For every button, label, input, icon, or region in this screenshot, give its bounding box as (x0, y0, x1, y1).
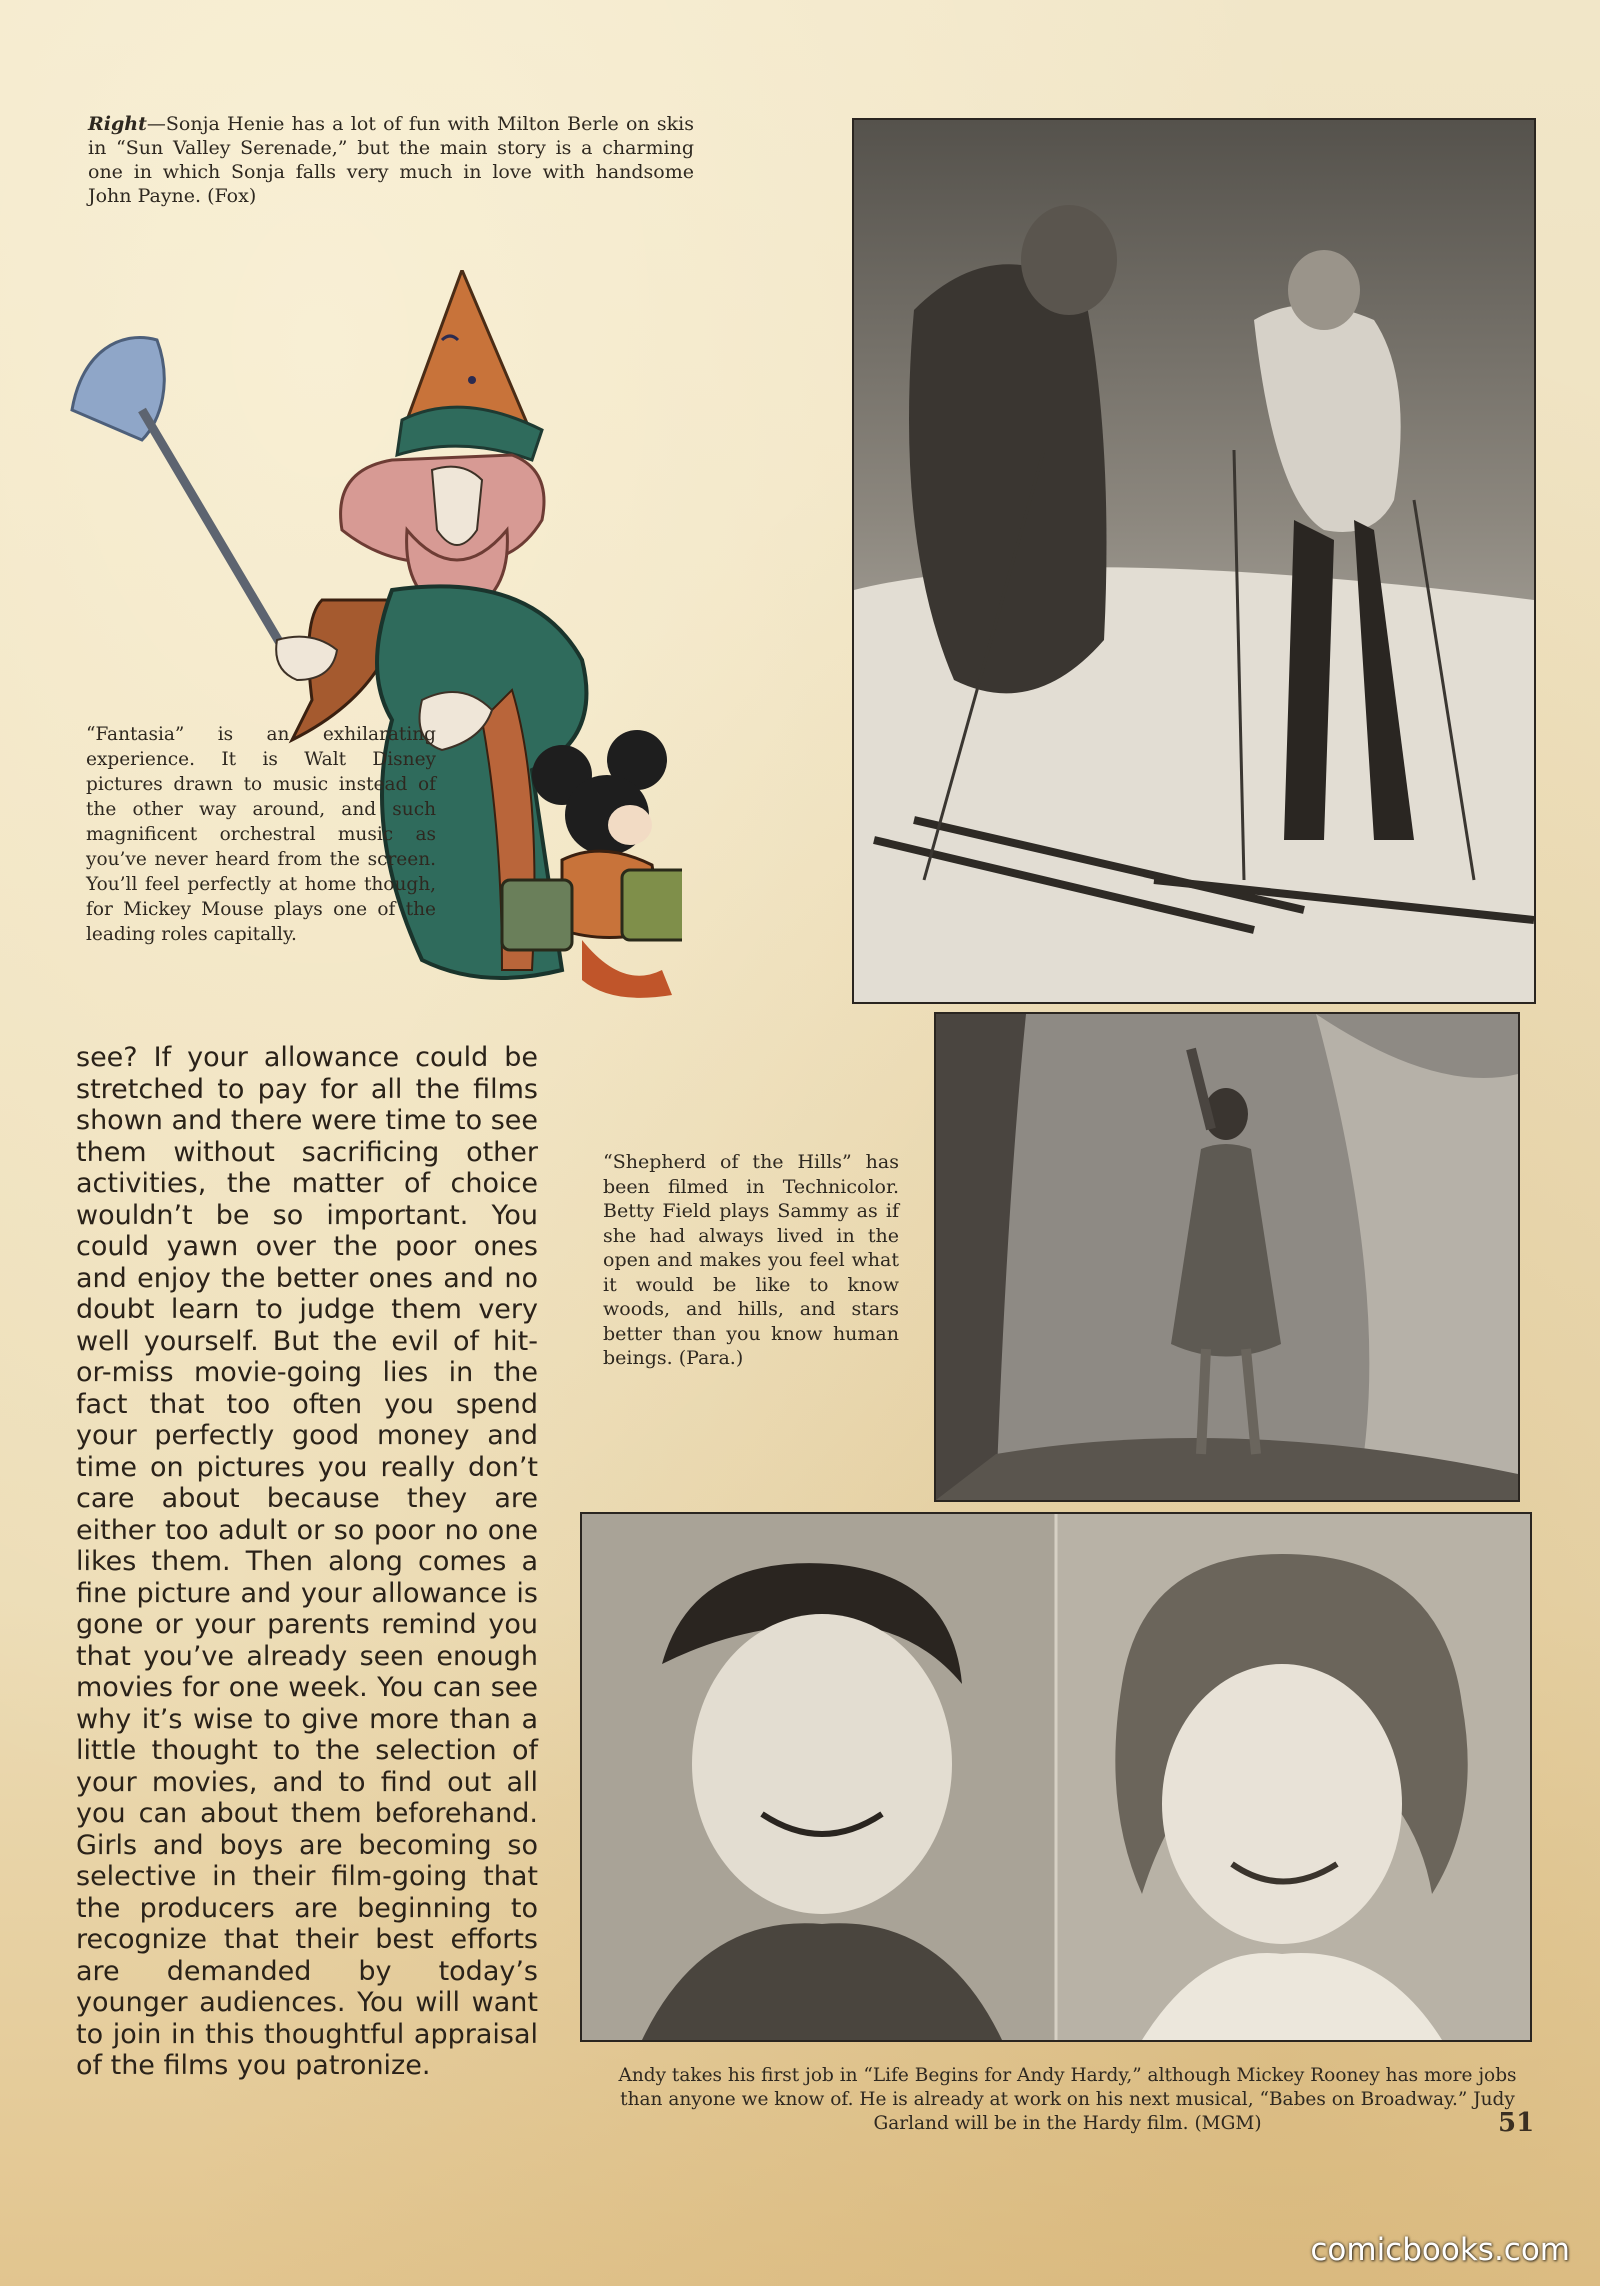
watermark: comicbooks.com (1310, 2232, 1570, 2268)
caption-andy-hardy: Andy takes his first job in “Life Begins for Andy Hardy,” although Mickey Rooney has more jobs than anyone we know of. He is already at work on his next musical, “Babes on Broadway.” Judy Garland will be in the Hardy film. (MGM) (618, 2065, 1517, 2134)
photo-sun-valley-serenade (852, 118, 1536, 1004)
caption-fantasia: “Fantasia” is an exhilarating experience. It is Walt Disney pictures drawn to music instead of the other way around, and such magnificent orchestral music as you’ve never heard from the screen. You’ll feel perfectly at home though, for Mickey Mouse plays one of the leading roles capitally. (86, 724, 436, 945)
caption-lead-right: Right (88, 113, 147, 135)
caption-sun-valley-text: —Sonja Henie has a lot of fun with Milton Berle on skis in “Sun Valley Serenade,” but the main story is a charming one in which Sonja falls very much in love with handsome John Payne. (Fox) (88, 113, 694, 207)
page-number: 51 (1498, 2108, 1535, 2138)
photo-shepherd-of-the-hills (934, 1012, 1520, 1502)
caption-shepherd: “Shepherd of the Hills” has been filmed in Technicolor. Betty Field plays Sammy as if she had always lived in the open and makes you feel what it would be like to know woods, and hills, and stars better than you know human beings. (Para.) (603, 1151, 899, 1369)
photo-andy-hardy (580, 1512, 1532, 2042)
caption-sun-valley (88, 112, 694, 208)
rooney-garland-photo (582, 1514, 1530, 2040)
betty-field-photo (936, 1014, 1518, 1500)
article-body: see? If your allowance could be stretched to pay for all the films shown and there were time to see them without sacrificing other activities, the matter of choice wouldn’t be so important. You could yawn over the poor ones and enjoy the better ones and no doubt learn to judge them very well yourself. But the evil of hit-or-miss movie-going lies in the fact that too often you spend your perfectly good money and time on pictures you really don’t care about because they are either too adult or so poor no one likes them. Then along comes a fine picture and your allowance is gone or your parents remind you that you’ve already seen enough movies for one week. You can see why it’s wise to give more than a little thought to the selection of your movies, and to find out all you can about them beforehand. Girls and boys are becoming so selective in their film-going that the producers are beginning to recognize that their best efforts are demanded by today’s younger audiences. You will want to join in this thoughtful appraisal of the films you patronize. (76, 1042, 538, 2081)
ski-scene-photo (854, 120, 1534, 1002)
